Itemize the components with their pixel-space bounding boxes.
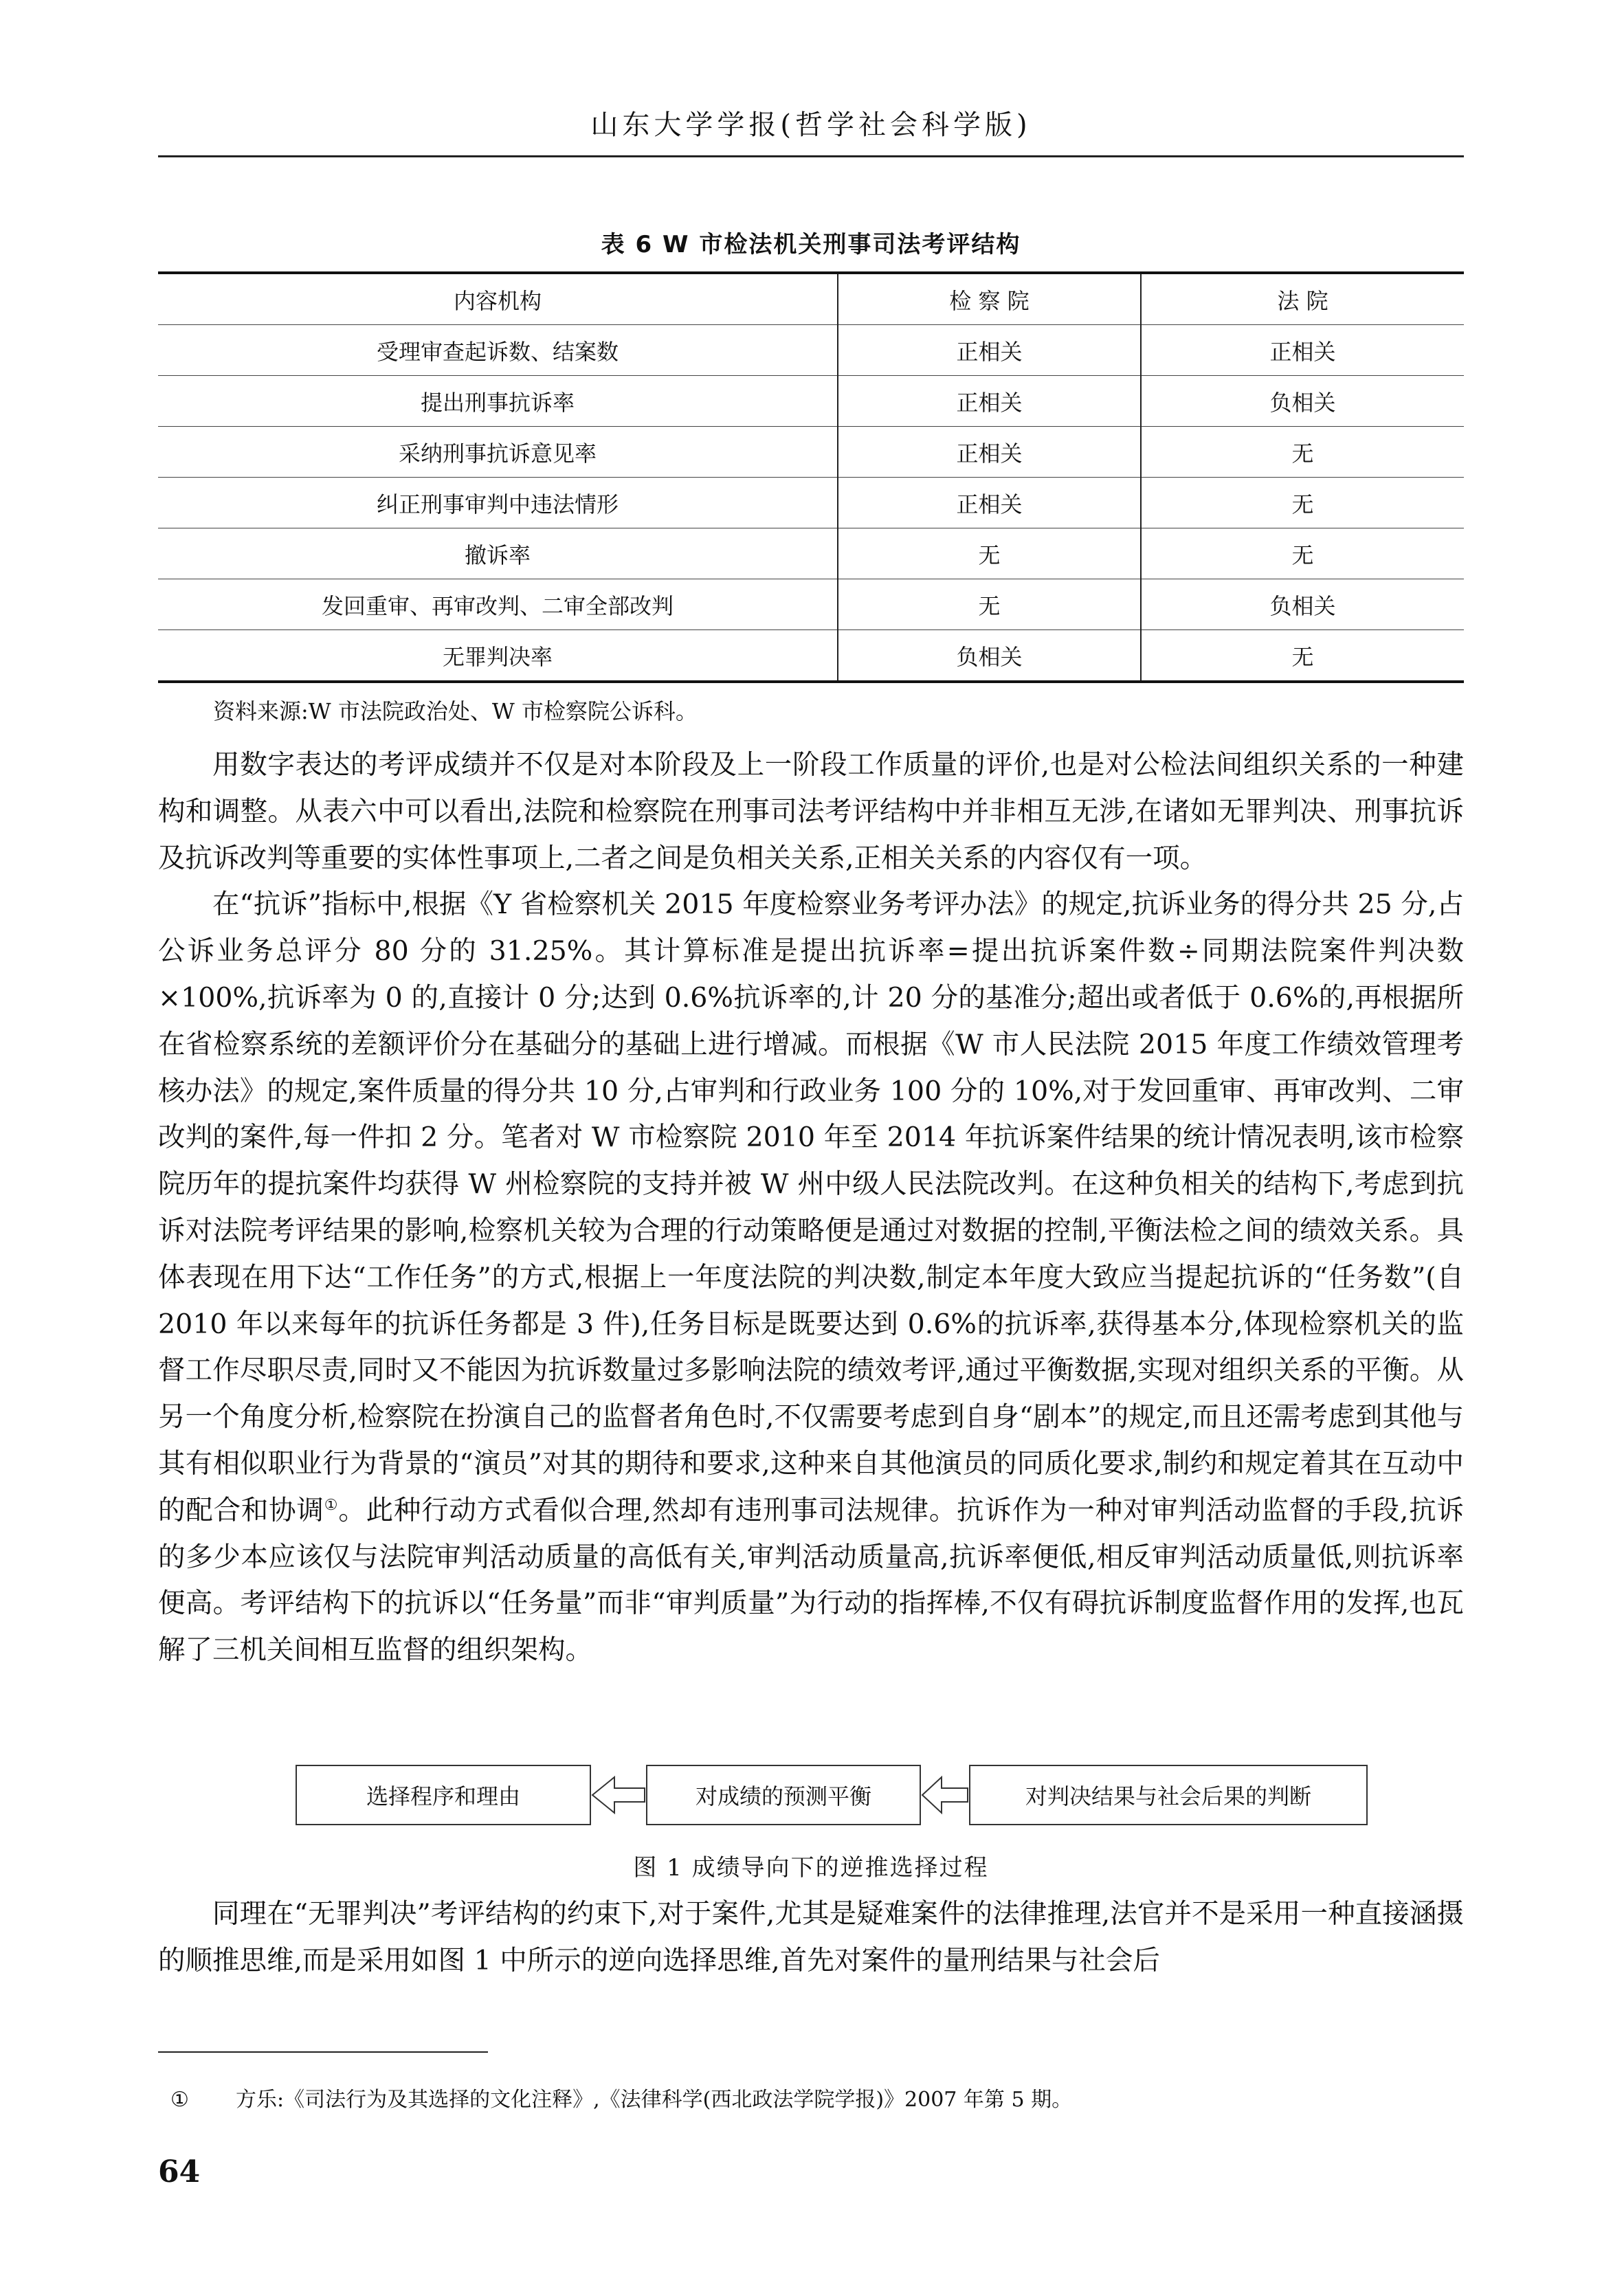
table-cell: 正相关 bbox=[838, 478, 1141, 528]
footnote-mark: ① bbox=[170, 2088, 189, 2112]
table-header-row bbox=[158, 273, 1464, 325]
column-header: 内容机构 bbox=[158, 273, 838, 325]
table-cell: 正相关 bbox=[838, 325, 1141, 376]
table-caption: 表 6 W 市检法机关刑事司法考评结构 bbox=[601, 231, 1021, 258]
paragraph-text: 在“抗诉”指标中,根据《Y 省检察机关 2015 年度检察业务考评办法》的规定,抗诉业务的得分共 25 分,占公诉业务总评分 80 分的 31.25%。其计算标准是提出抗诉率=提出抗诉案件数÷同期法院案件判决数×100%,抗诉率为 0 的,直接计 0 分;达到 0.6%抗诉率的,计 20 分的基准分;超出或者低于 0.6%的,再根据所在省检察系统的差额评价分在基础分的基础上进行增减。而根据《W 市人民法院 2015 年度工作绩效管理考核办法》的规定,案件质量的得分共 10 分,占审判和行政业务 100 分的 10%,对于发回重审、再审改判、二审改判的案件,每一件扣 2 分。笔者对 W 市检察院 2010 年至 2014 年抗诉案件结果的统计情况表明,该市检察院历年的提抗案件均获得 W 州检察院的支持并被 W 州中级人民法院改判。在这种负相关的结构下,考虑到抗诉对法院考评结果的影响,检察机关较为合理的行动策略便是通过对数据的控制,平衡法检之间的绩效关系。具体表现在用下达“工作任务”的方式,根据上一年度法院的判决数,制定本年度大致应当提起抗诉的“任务数”(自 2010 年以来每年的抗诉任务都是 3 件),任务目标是既要达到 0.6%的抗诉率,获得基本分,体现检察机关的监督工作尽职尽责,同时又不能因为抗诉数量过多影响法院的绩效考评,通过平衡数据,实现对组织关系的平衡。从另一个角度分析,检察院在扮演自己的监督者角色时,不仅需要考虑到自身“剧本”的规定,而且还需考虑到其他与其有相似职业行为背景的“演员”对其的期待和要求,这种来自其他演员的同质化要求,制约和规定着其在互动中的配合和协调 bbox=[158, 889, 1464, 1526]
paragraph: 用数字表达的考评成绩并不仅是对本阶段及上一阶段工作质量的评价,也是对公检法间组织关系的一种建构和调整。从表六中可以看出,法院和检察院在刑事司法考评结构中并非相互无涉,在诸如无罪判决、刑事抗诉及抗诉改判等重要的实体性事项上,二者之间是负相关关系,正相关关系的内容仅有一项。 bbox=[158, 749, 1464, 874]
table-cell: 无 bbox=[1141, 630, 1464, 682]
left-arrow-icon bbox=[921, 1765, 969, 1825]
table-cell: 无 bbox=[1141, 427, 1464, 478]
table-cell: 无罪判决率 bbox=[158, 630, 838, 682]
table-cell: 无 bbox=[838, 579, 1141, 630]
page-number: 64 bbox=[158, 2154, 201, 2189]
table-cell: 无 bbox=[1141, 478, 1464, 528]
paragraph bbox=[158, 882, 1464, 1674]
body-text bbox=[158, 742, 1464, 1674]
table-source-note: 资料来源:W 市法院政治处、W 市检察院公诉科。 bbox=[213, 698, 698, 724]
table-cell: 撤诉率 bbox=[158, 528, 838, 579]
table-cell: 受理审查起诉数、结案数 bbox=[158, 325, 838, 376]
table-row bbox=[158, 630, 1464, 682]
footnote-text: 方乐:《司法行为及其选择的文化注释》,《法律科学(西北政法学院学报)》2007 年第 5 期。 bbox=[236, 2088, 1073, 2112]
table-row bbox=[158, 579, 1464, 630]
table-cell: 纠正刑事审判中违法情形 bbox=[158, 478, 838, 528]
table-cell: 负相关 bbox=[1141, 579, 1464, 630]
column-header: 检 察 院 bbox=[838, 273, 1141, 325]
table-cell: 负相关 bbox=[838, 630, 1141, 682]
table-row bbox=[158, 427, 1464, 478]
footnote-rule bbox=[158, 2051, 488, 2053]
table-cell: 正相关 bbox=[838, 427, 1141, 478]
table-row bbox=[158, 528, 1464, 579]
figure-caption: 图 1 成绩导向下的逆推选择过程 bbox=[633, 1854, 989, 1882]
body-text-continued bbox=[158, 1891, 1464, 1985]
table-cell: 正相关 bbox=[1141, 325, 1464, 376]
table-cell: 无 bbox=[838, 528, 1141, 579]
table-cell: 采纳刑事抗诉意见率 bbox=[158, 427, 838, 478]
flow-box-reasoning: 选择程序和理由 bbox=[296, 1765, 591, 1825]
table-cell: 正相关 bbox=[838, 376, 1141, 427]
left-arrow-icon bbox=[591, 1765, 646, 1825]
column-header: 法 院 bbox=[1141, 273, 1464, 325]
footnote bbox=[170, 2082, 1072, 2113]
table-cell: 负相关 bbox=[1141, 376, 1464, 427]
footnote-ref[interactable]: ① bbox=[324, 1496, 339, 1514]
table-row bbox=[158, 325, 1464, 376]
table-row bbox=[158, 478, 1464, 528]
header-rule bbox=[158, 155, 1464, 157]
paragraph: 同理在“无罪判决”考评结构的约束下,对于案件,尤其是疑难案件的法律推理,法官并不是采用一种直接涵摄的顺推思维,而是采用如图 1 中所示的逆向选择思维,首先对案件的量刑结果与社会后 bbox=[158, 1898, 1464, 1976]
table-cell: 无 bbox=[1141, 528, 1464, 579]
flow-box-prediction: 对成绩的预测平衡 bbox=[646, 1765, 921, 1825]
paragraph-text: 。此种行动方式看似合理,然却有违刑事司法规律。抗诉作为一种对审判活动监督的手段,抗诉的多少本应该仅与法院审判活动质量的高低有关,审判活动质量高,抗诉率便低,相反审判活动质量低,则抗诉率便高。考评结构下的抗诉以“任务量”而非“审判质量”为行动的指挥棒,不仅有碍抗诉制度监督作用的发挥,也瓦解了三机关间相互监督的组织架构。 bbox=[158, 1494, 1465, 1667]
table-cell: 提出刑事抗诉率 bbox=[158, 376, 838, 427]
assessment-table bbox=[158, 271, 1464, 683]
flow-box-judgment: 对判决结果与社会后果的判断 bbox=[969, 1765, 1368, 1825]
running-head: 山东大学学报(哲学社会科学版) bbox=[590, 109, 1032, 141]
table-row bbox=[158, 376, 1464, 427]
table-cell: 发回重审、再审改判、二审全部改判 bbox=[158, 579, 838, 630]
